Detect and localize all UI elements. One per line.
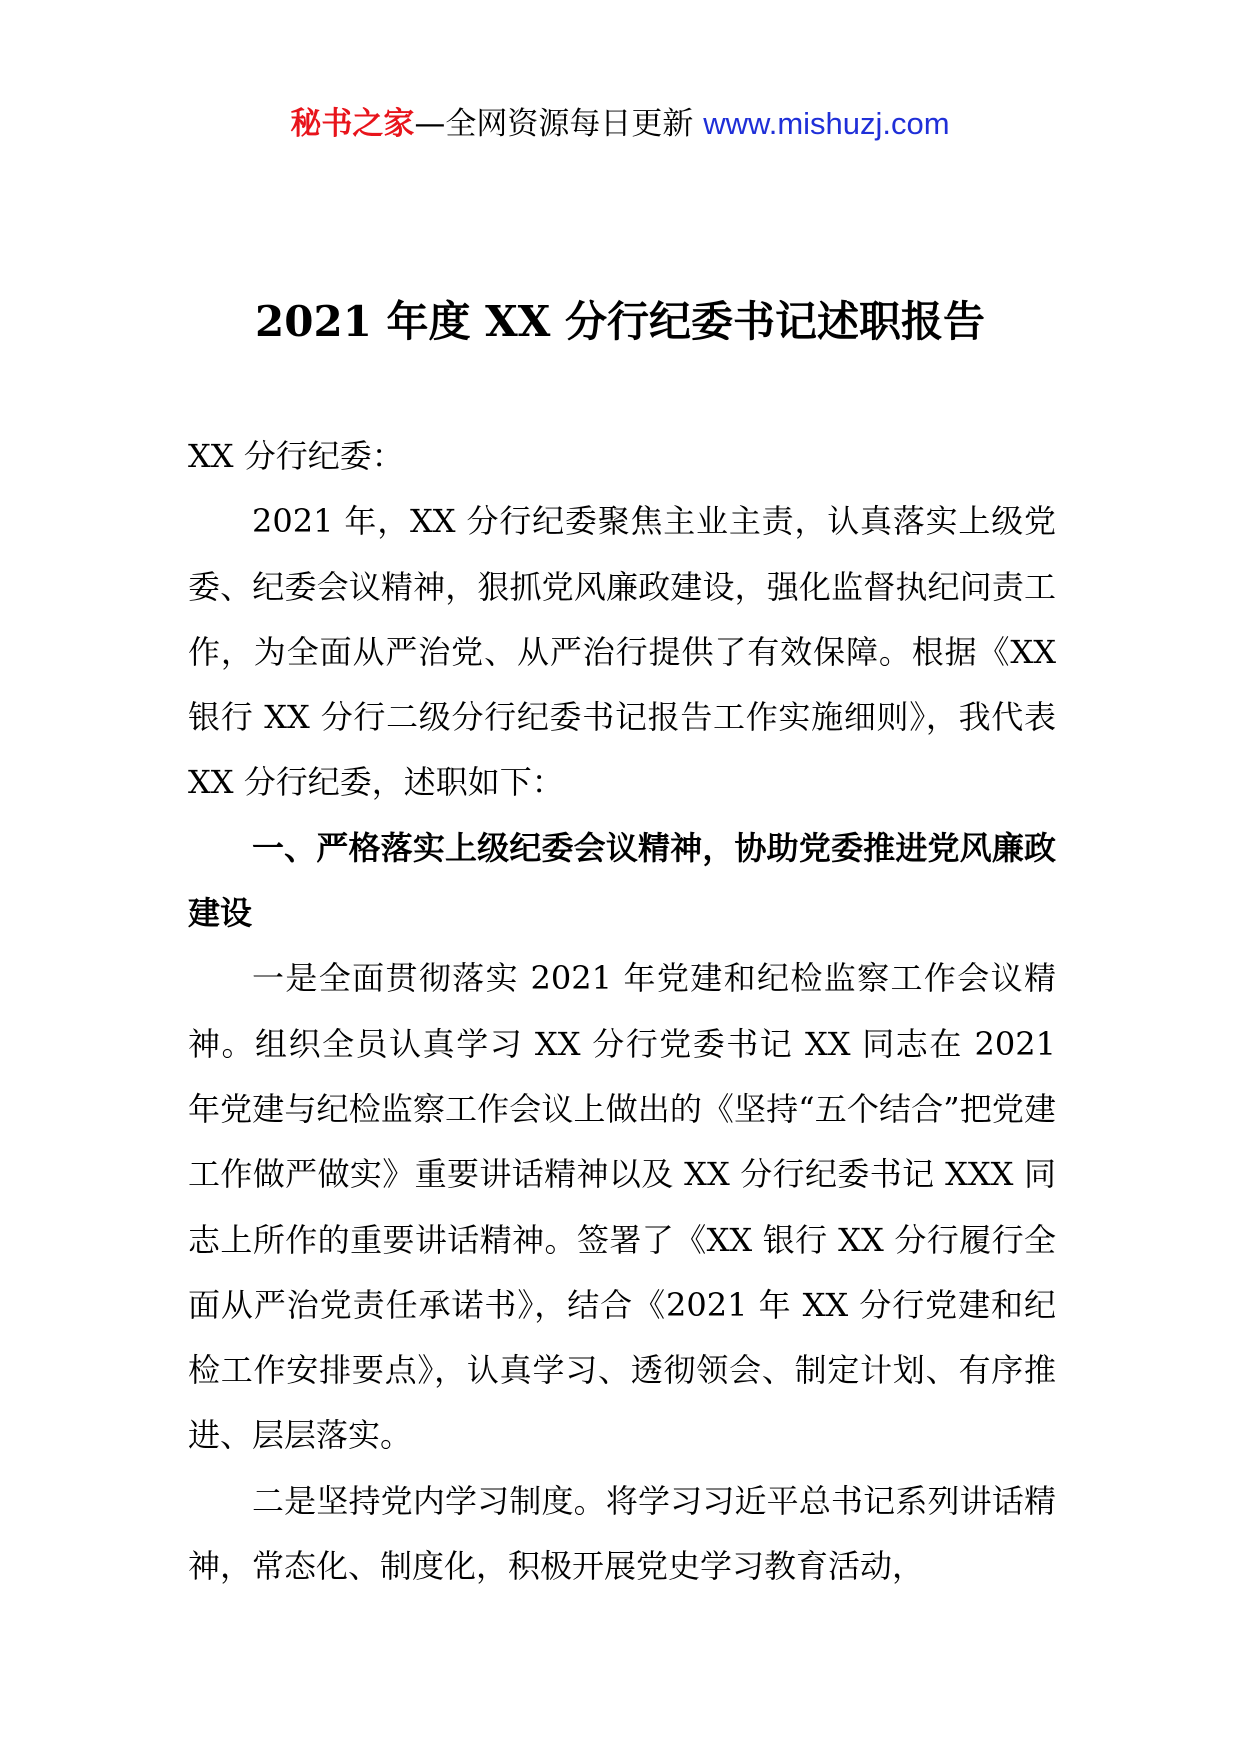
section-heading-1: 一、严格落实上级纪委会议精神，协助党委推进党风廉政建设 xyxy=(188,828,1056,933)
site-tagline: —全网资源每日更新 xyxy=(414,106,704,142)
salutation: XX 分行纪委： xyxy=(188,437,404,475)
point-paragraph-1: 一是全面贯彻落实 2021 年党建和纪检监察工作会议精神。组织全员认真学习 XX 分行党委书记 XX 同志在 2021 年党建与纪检监察工作会议上做出的《坚持“五个结合”把党建工作做严做实》重要讲话精神以及 XX 分行纪委书记 XXX 同志上所作的重要讲话精神。签署了《XX 银行 XX 分行履行全面从严治党责任承诺书》，结合《2021 年 XX 分行党建和纪检工作安排要点》，认真学习、透彻领会、制定计划、有序推进、层层落实。 xyxy=(188,959,1056,1455)
intro-paragraph: 2021 年，XX 分行纪委聚焦主业主责，认真落实上级党委、纪委会议精神，狠抓党风廉政建设，强化监督执纪问责工作，为全面从严治党、从严治行提供了有效保障。根据《XX 银行 XX 分行二级分行纪委书记报告工作实施细则》，我代表 XX 分行纪委，述职如下： xyxy=(188,502,1056,802)
site-url-link[interactable]: www.mishuzj.com xyxy=(703,106,950,141)
document-title: 2021 年度 XX 分行纪委书记述职报告 xyxy=(255,297,985,346)
site-header xyxy=(0,102,1240,146)
document-body xyxy=(188,424,1056,1599)
site-brand: 秘书之家 xyxy=(290,106,415,142)
point-paragraph-2: 二是坚持党内学习制度。将学习习近平总书记系列讲话精神，常态化、制度化，积极开展党史学习教育活动， xyxy=(188,1481,1056,1586)
